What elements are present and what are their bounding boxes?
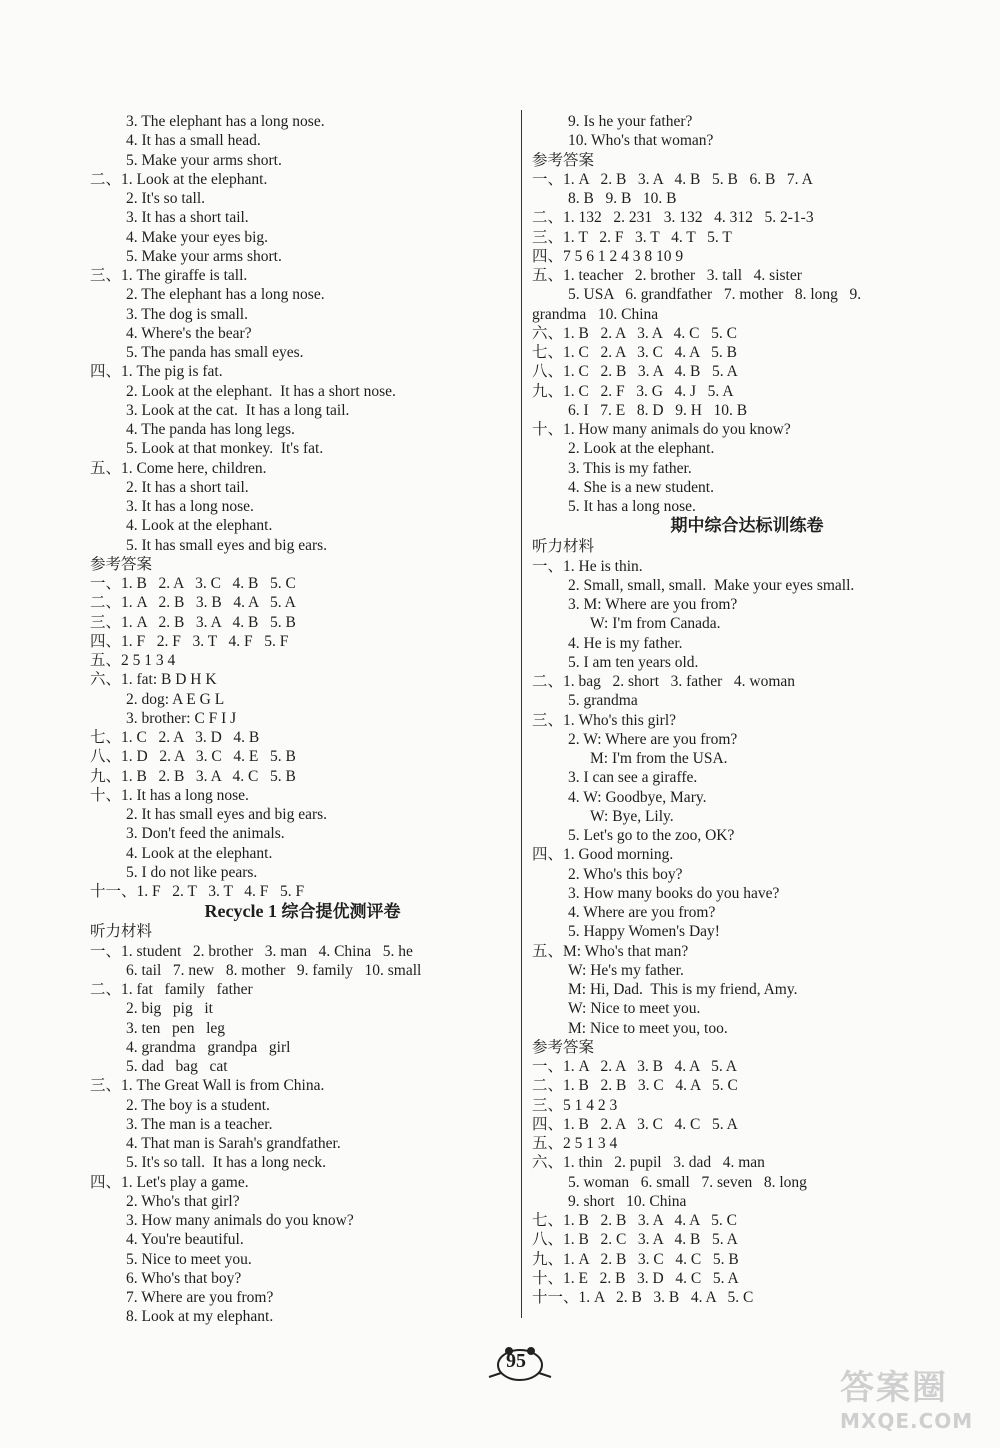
text-line: 四、1. B 2. A 3. C 4. C 5. A <box>532 1115 738 1133</box>
text-line: 六、1. fat: B D H K <box>90 671 217 689</box>
text-line: 听力材料 <box>532 538 595 556</box>
text-line: 2. Who's this boy? <box>568 865 683 883</box>
text-line: 3. M: Where are you from? <box>568 596 738 613</box>
text-line: W: Bye, Lily. <box>590 807 674 825</box>
text-line: 3. The man is a teacher. <box>126 1115 273 1133</box>
text-line: 4. Look at the elephant. <box>126 517 273 535</box>
text-line: 四、1. Good morning. <box>532 846 674 864</box>
right-column <box>532 112 962 1307</box>
text-line: 5. The panda has small eyes. <box>126 344 304 361</box>
text-line: 5. grandma <box>568 692 638 710</box>
text-line: 八、1. D 2. A 3. C 4. E 5. B <box>90 748 296 766</box>
text-line: 5. Look at that monkey. It's fat. <box>126 440 324 458</box>
text-line: 十一、1. F 2. T 3. T 4. F 5. F <box>90 883 305 900</box>
text-line: 2. dog: A E G L <box>126 690 225 708</box>
text-line: 二、1. B 2. B 3. C 4. A 5. C <box>532 1077 738 1095</box>
watermark-logo: 答案圈 <box>840 1368 948 1408</box>
text-line: 十一、1. A 2. B 3. B 4. A 5. C <box>532 1289 754 1306</box>
text-line: 三、1. A 2. B 3. A 4. B 5. B <box>90 613 296 631</box>
text-line: 2. The elephant has a long nose. <box>126 286 325 304</box>
text-line: 二、1. fat family father <box>90 981 253 998</box>
text-line: 2. The boy is a student. <box>126 1096 270 1114</box>
text-line: 9. Is he your father? <box>568 113 693 130</box>
text-line: 三、5 1 4 2 3 <box>532 1096 618 1114</box>
text-line: 3. I can see a giraffe. <box>568 769 698 787</box>
text-line: 四、1. F 2. F 3. T 4. F 5. F <box>90 632 289 650</box>
text-line: 三、1. The giraffe is tall. <box>90 267 248 284</box>
text-line: W: He's my father. <box>568 961 684 979</box>
text-line: 4. He is my father. <box>568 634 683 652</box>
heading-english: Recycle 1 <box>204 901 282 922</box>
text-line: 2. It has small eyes and big ears. <box>126 806 328 823</box>
text-line: 5. Make your arms short. <box>126 247 282 265</box>
text-line: 三、1. T 2. F 3. T 4. T 5. T <box>532 228 732 246</box>
text-line: 一、1. He is thin. <box>532 557 643 575</box>
text-line: 十、1. It has a long nose. <box>90 786 249 804</box>
text-line: 3. It has a long nose. <box>126 498 254 515</box>
text-line: 二、1. 132 2. 231 3. 132 4. 312 5. 2-1-3 <box>532 209 814 227</box>
text-line: 6. Who's that boy? <box>126 1269 242 1287</box>
text-line: 十、1. E 2. B 3. D 4. C 5. A <box>532 1269 739 1287</box>
column-divider <box>521 110 522 1318</box>
text-line: 2. Look at the elephant. <box>568 440 715 458</box>
text-line: 4. W: Goodbye, Mary. <box>568 788 707 806</box>
text-line: 5. Make your arms short. <box>126 151 282 169</box>
text-line: 九、1. C 2. F 3. G 4. J 5. A <box>532 382 734 400</box>
text-line: W: I'm from Canada. <box>590 615 721 633</box>
text-line: 八、1. B 2. C 3. A 4. B 5. A <box>532 1231 738 1249</box>
text-line: 8. B 9. B 10. B <box>568 190 677 207</box>
text-line: 七、1. B 2. B 3. A 4. A 5. C <box>532 1212 737 1229</box>
text-line: 5. dad bag cat <box>126 1058 228 1075</box>
left-column <box>90 112 515 1327</box>
text-line: 一、1. student 2. brother 3. man 4. China 5. he <box>90 942 413 960</box>
text-line: 2. big pig it <box>126 1000 213 1018</box>
text-line: 3. The dog is small. <box>126 305 248 323</box>
text-line: 7. Where are you from? <box>126 1289 274 1306</box>
text-line: 4. That man is Sarah's grandfather. <box>126 1135 341 1152</box>
text-line: 2. Look at the elephant. It has a short nose. <box>126 382 396 400</box>
text-line: 五、1. Come here, children. <box>90 459 267 477</box>
heading-chinese: 综合提优测评卷 <box>281 902 401 923</box>
text-line: 4. Make your eyes big. <box>126 228 269 246</box>
text-line: 七、1. C 2. A 3. C 4. A 5. B <box>532 344 737 361</box>
text-line: 2. It has a short tail. <box>126 478 249 496</box>
text-line: 3. It has a short tail. <box>126 209 249 227</box>
text-line: 4. You're beautiful. <box>126 1231 244 1249</box>
text-line: 九、1. B 2. B 3. A 4. C 5. B <box>90 767 296 785</box>
text-line: 4. Where's the bear? <box>126 324 252 342</box>
text-line: 4. She is a new student. <box>568 478 714 496</box>
text-line: 3. Look at the cat. It has a long tail. <box>126 401 350 419</box>
text-line: 参考答案 <box>90 555 153 573</box>
text-line: 2. Small, small, small. Make your eyes small. <box>568 576 855 594</box>
text-line: M: Hi, Dad. This is my friend, Amy. <box>568 981 798 998</box>
text-line: 6. tail 7. new 8. mother 9. family 10. small <box>126 961 422 979</box>
text-line: 三、1. The Great Wall is from China. <box>90 1077 325 1095</box>
text-line: 三、1. Who's this girl? <box>532 711 677 729</box>
text-line: 一、1. A 2. A 3. B 4. A 5. A <box>532 1058 737 1075</box>
watermark <box>840 1360 990 1440</box>
text-line: 3. How many animals do you know? <box>126 1212 354 1229</box>
text-line: 二、1. A 2. B 3. B 4. A 5. A <box>90 594 296 612</box>
text-line: 四、7 5 6 1 2 4 3 8 10 9 <box>532 247 684 265</box>
text-line: 二、1. Look at the elephant. <box>90 170 268 188</box>
text-line: 五、2 5 1 3 4 <box>90 652 176 669</box>
text-line: 3. brother: C F I J <box>126 709 237 727</box>
text-line: 2. It's so tall. <box>126 190 205 207</box>
text-line: W: Nice to meet you. <box>568 1000 701 1018</box>
text-line: M: Nice to meet you, too. <box>568 1019 728 1037</box>
text-line: 5. I do not like pears. <box>126 863 258 881</box>
text-line: 参考答案 <box>532 1038 595 1056</box>
text-line: 4. grandma grandpa girl <box>126 1038 291 1056</box>
text-line: 5. It has small eyes and big ears. <box>126 536 328 554</box>
page-number: 95 <box>506 1350 526 1372</box>
text-line: 5. Happy Women's Day! <box>568 923 720 941</box>
text-line: 一、1. A 2. B 3. A 4. B 5. B 6. B 7. A <box>532 170 813 188</box>
text-line: 七、1. C 2. A 3. D 4. B <box>90 729 260 746</box>
text-line: 九、1. A 2. B 3. C 4. C 5. B <box>532 1250 739 1268</box>
text-line: 4. Where are you from? <box>568 904 716 921</box>
text-line: grandma 10. China <box>532 305 659 323</box>
text-line: 4. Look at the elephant. <box>126 844 273 862</box>
watermark-url: MXQE.COM <box>840 1409 974 1433</box>
text-line: 一、1. B 2. A 3. C 4. B 5. C <box>90 575 296 592</box>
text-line: 4. It has a small head. <box>126 132 261 150</box>
text-line: 3. The elephant has a long nose. <box>126 113 325 130</box>
section-heading <box>532 516 962 537</box>
text-line: 3. Don't feed the animals. <box>126 825 285 843</box>
text-line: 10. Who's that woman? <box>568 132 714 150</box>
text-line: 八、1. C 2. B 3. A 4. B 5. A <box>532 363 738 381</box>
text-line: 四、1. Let's play a game. <box>90 1173 249 1191</box>
text-line: 四、1. The pig is fat. <box>90 363 223 381</box>
text-line: 6. I 7. E 8. D 9. H 10. B <box>568 401 748 419</box>
text-line: 六、1. thin 2. pupil 3. dad 4. man <box>532 1154 765 1172</box>
text-line: M: I'm from the USA. <box>590 750 728 767</box>
text-line: 5. It has a long nose. <box>568 498 696 515</box>
text-line: 六、1. B 2. A 3. A 4. C 5. C <box>532 324 737 342</box>
text-line: 5. I am ten years old. <box>568 653 699 671</box>
text-line: 4. The panda has long legs. <box>126 421 295 438</box>
heading-chinese: 期中综合达标训练卷 <box>670 516 824 537</box>
text-line: 五、1. teacher 2. brother 3. tall 4. sister <box>532 267 802 284</box>
text-line: 2. Who's that girl? <box>126 1192 240 1210</box>
text-line: 5. woman 6. small 7. seven 8. long <box>568 1173 807 1191</box>
text-line: 9. short 10. China <box>568 1192 687 1210</box>
text-line: 5. It's so tall. It has a long neck. <box>126 1154 326 1172</box>
text-line: 5. Let's go to the zoo, OK? <box>568 827 735 844</box>
text-line: 3. How many books do you have? <box>568 884 780 902</box>
text-line: 五、2 5 1 3 4 <box>532 1135 618 1152</box>
text-line: 2. W: Where are you from? <box>568 730 738 748</box>
text-line: 3. ten pen leg <box>126 1019 226 1037</box>
text-line: 五、M: Who's that man? <box>532 942 689 960</box>
text-line: 二、1. bag 2. short 3. father 4. woman <box>532 673 796 690</box>
text-line: 5. USA 6. grandfather 7. mother 8. long 9. <box>568 286 862 304</box>
section-heading <box>90 901 515 922</box>
text-line: 8. Look at my elephant. <box>126 1308 274 1326</box>
text-line: 3. This is my father. <box>568 459 692 477</box>
text-line: 十、1. How many animals do you know? <box>532 421 791 438</box>
text-line: 听力材料 <box>90 923 153 941</box>
text-line: 5. Nice to meet you. <box>126 1250 252 1268</box>
text-line: 参考答案 <box>532 151 595 169</box>
